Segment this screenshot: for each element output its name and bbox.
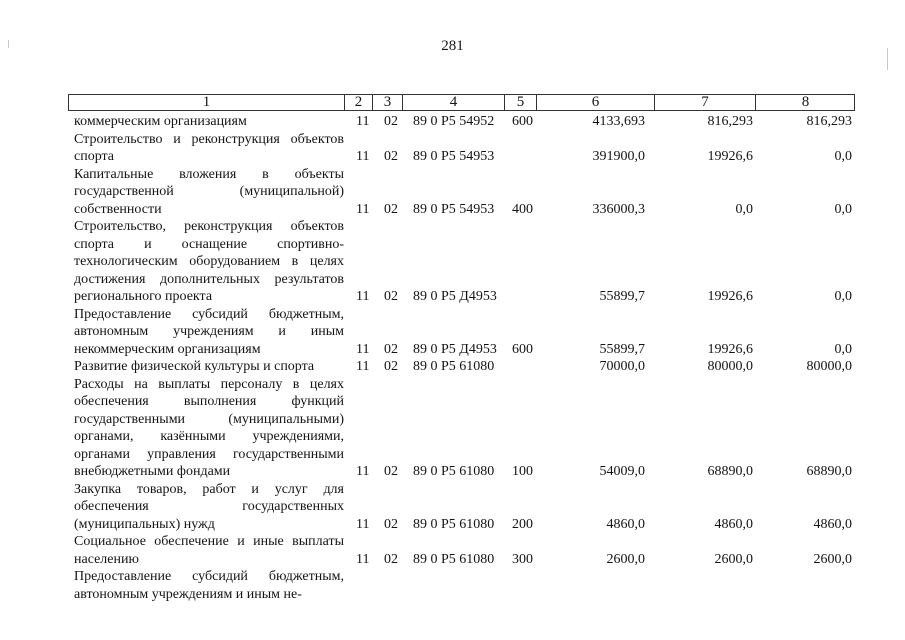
cell-subsection: 02 — [384, 551, 398, 567]
cell-subsection: 02 — [384, 341, 398, 357]
cell-subsection: 02 — [384, 359, 398, 374]
cell-amount-col6: 70000,0 — [599, 359, 645, 374]
cell-amount-col8: 80000,0 — [806, 359, 852, 374]
cell-amount-col6: 4133,693 — [592, 114, 645, 129]
cell-amount-col7: 68890,0 — [707, 464, 753, 479]
cell-amount-col8: 816,293 — [806, 114, 852, 129]
cell-amount-col6: 4860,0 — [606, 516, 645, 532]
cell-section: 11 — [356, 551, 370, 567]
cell-section: 11 — [356, 201, 370, 217]
cell-amount-col7: 816,293 — [707, 114, 753, 129]
cell-target-code: 89 0 P5 54952 — [413, 114, 495, 129]
header-col-1: 1 — [202, 94, 211, 110]
cell-amount-col7: 80000,0 — [707, 359, 753, 374]
cell-amount-col7: 19926,6 — [707, 289, 753, 304]
cell-amount-col7: 2600,0 — [714, 551, 753, 567]
header-col-3: 3 — [372, 95, 402, 110]
cell-subsection: 02 — [384, 516, 398, 532]
row-description: Предоставление субсидий бюджетным, автономным учреждениям и иным некоммерческим организациям — [74, 306, 344, 357]
cell-subsection: 02 — [384, 289, 398, 304]
cell-section: 11 — [356, 341, 370, 357]
header-col-8: 8 — [755, 95, 855, 110]
cell-subsection: 02 — [384, 201, 398, 217]
cell-subsection: 02 — [384, 149, 398, 164]
cell-expense-type: 200 — [512, 516, 533, 532]
cell-amount-col6: 391900,0 — [592, 149, 645, 164]
cell-amount-col8: 0,0 — [834, 149, 852, 164]
header-col-5: 5 — [504, 95, 536, 110]
cell-section: 11 — [356, 289, 370, 304]
row-description: Социальное обеспечение и иные выплаты населению — [74, 534, 344, 567]
cell-amount-col7: 4860,0 — [714, 516, 753, 532]
row-description: Предоставление субсидий бюджетным, автономным учреждениям и иным не- — [74, 569, 344, 602]
cell-target-code: 89 0 P5 61080 — [413, 464, 495, 479]
cell-amount-col6: 336000,3 — [592, 201, 645, 217]
header-col-2: 2 — [344, 95, 372, 110]
cell-target-code: 89 0 P5 61080 — [413, 516, 495, 532]
cell-amount-col6: 55899,7 — [599, 341, 645, 357]
cell-target-code: 89 0 P5 54953 — [413, 149, 495, 164]
cell-section: 11 — [356, 359, 370, 374]
cell-expense-type: 600 — [512, 114, 533, 129]
page-number: 281 — [441, 38, 464, 54]
cell-amount-col8: 0,0 — [834, 289, 852, 304]
row-description: Капитальные вложения в объекты государственной (муниципальной) собственности — [74, 166, 344, 217]
cell-amount-col6: 55899,7 — [599, 289, 645, 304]
cell-expense-type: 600 — [512, 341, 533, 357]
header-col-7: 7 — [654, 95, 755, 110]
cell-expense-type: 400 — [512, 201, 533, 217]
cell-amount-col8: 0,0 — [834, 341, 852, 357]
row-description: коммерческим организациям — [74, 114, 247, 129]
row-description: Развитие физической культуры и спорта — [74, 359, 315, 374]
row-description: Строительство и реконструкция объектов спорта — [74, 131, 344, 164]
cell-section: 11 — [356, 516, 370, 532]
cell-section: 11 — [356, 464, 370, 479]
cell-amount-col6: 2600,0 — [606, 551, 645, 567]
cell-amount-col8: 0,0 — [834, 201, 852, 217]
cell-target-code: 89 0 P5 61080 — [413, 359, 495, 374]
cell-expense-type: 300 — [512, 551, 533, 567]
cell-amount-col7: 19926,6 — [707, 149, 753, 164]
cell-amount-col8: 2600,0 — [813, 551, 852, 567]
scan-artifact — [8, 40, 9, 48]
cell-target-code: 89 0 P5 Д4953 — [413, 341, 497, 357]
cell-amount-col6: 54009,0 — [599, 464, 645, 479]
row-description: Расходы на выплаты персоналу в целях обеспечения выполнения функций государственными (муниципальными) органами, казёнными учреждениями, органами управления государственными внебюджетными фондами — [74, 376, 344, 479]
row-description: Закупка товаров, работ и услуг для обеспечения государственных (муниципальных) нужд — [74, 481, 344, 532]
scan-artifact — [887, 48, 888, 70]
cell-amount-col7: 19926,6 — [707, 341, 753, 357]
header-col-4: 4 — [402, 95, 504, 110]
cell-amount-col7: 0,0 — [735, 201, 753, 217]
cell-target-code: 89 0 P5 54953 — [413, 201, 495, 217]
cell-subsection: 02 — [384, 464, 398, 479]
cell-subsection: 02 — [384, 114, 398, 129]
cell-target-code: 89 0 P5 Д4953 — [413, 289, 497, 304]
cell-target-code: 89 0 P5 61080 — [413, 551, 495, 567]
cell-amount-col8: 68890,0 — [806, 464, 852, 479]
row-description: Строительство, реконструкция объектов спорта и оснащение спортивно-технологическим оборудованием в целях достижения дополнительных результатов регионального проекта — [74, 219, 344, 304]
cell-section: 11 — [356, 114, 370, 129]
header-col-6: 6 — [536, 95, 654, 110]
cell-amount-col8: 4860,0 — [813, 516, 852, 532]
cell-section: 11 — [356, 149, 370, 164]
cell-expense-type: 100 — [512, 464, 533, 479]
